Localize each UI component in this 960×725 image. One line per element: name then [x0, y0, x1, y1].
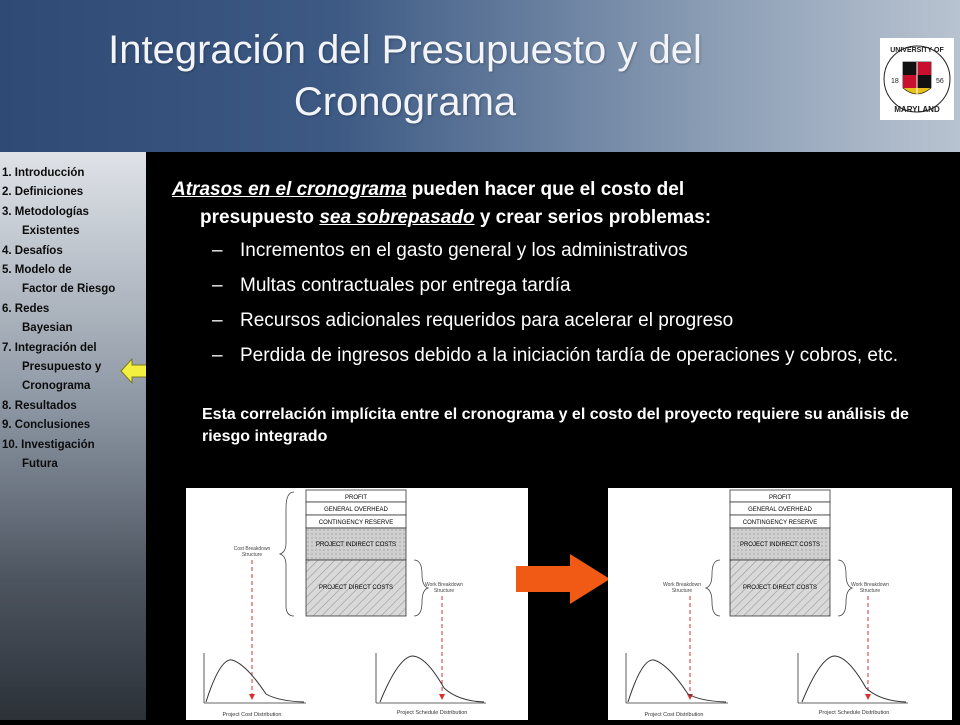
lead-paragraph — [172, 176, 872, 232]
sidebar-item[interactable]: 7. Integración del — [2, 341, 97, 354]
lead-underlined-1: Atrasos en el cronograma — [172, 179, 407, 200]
schedule-distribution-curve — [798, 653, 908, 703]
sidebar-item[interactable]: 2. Definiciones — [2, 186, 84, 199]
stack-profit: PROFIT — [769, 495, 791, 501]
nav-list — [2, 164, 142, 475]
lead-text-1: pueden hacer que el costo del — [406, 179, 685, 200]
sidebar-item[interactable]: 6. Redes — [2, 302, 50, 315]
schedule-caption: Project Schedule Distribution — [396, 710, 468, 716]
sidebar-item[interactable]: 1. Introducción — [2, 167, 85, 179]
budget-diagram-after — [608, 488, 952, 720]
lead-underlined-2: sea sobrepasado — [319, 207, 475, 228]
sidebar-item-continuation: Factor de Riesgo — [22, 283, 116, 296]
stack-contingency-reserve: CONTINGENCY RESERVE — [742, 520, 818, 526]
lead-text-2: presupuesto — [200, 207, 320, 228]
bullet-text: Perdida de ingresos debido a la iniciación tardía de operaciones y cobros, etc. — [240, 345, 899, 366]
sidebar-item[interactable]: 8. Resultados — [2, 399, 77, 412]
bullet-item — [212, 236, 952, 265]
sidebar-item[interactable]: 4. Desafíos — [2, 244, 63, 257]
sidebar-item-continuation: Bayesian — [22, 322, 73, 335]
schedule-caption: Project Schedule Distribution — [818, 710, 890, 716]
stack-general-overhead: GENERAL OVERHEAD — [748, 507, 812, 513]
bullet-list — [212, 236, 952, 376]
left-label-line2: Structure — [671, 588, 693, 594]
lead-text-3: y crear serios problemas: — [474, 207, 712, 228]
sidebar-item[interactable]: 3. Metodologías — [2, 205, 89, 218]
schedule-distribution-curve — [376, 653, 486, 703]
bullet-dash: – — [212, 345, 223, 366]
bullet-item — [212, 306, 952, 335]
bullet-item — [212, 271, 952, 300]
right-label-line1: Work Breakdown — [851, 582, 889, 588]
cost-stack — [730, 490, 830, 616]
logo-text-bottom: MARYLAND — [894, 105, 940, 114]
right-label-line1: Work Breakdown — [425, 582, 463, 588]
bullet-text: Multas contractuales por entrega tardía — [240, 275, 571, 296]
sidebar-nav — [0, 152, 146, 720]
title-line-1: Integración del Presupuesto y del — [108, 28, 702, 72]
left-label-line1: Cost Breakdown — [233, 546, 271, 552]
bullet-item — [212, 341, 952, 370]
cost-distribution-curve — [204, 653, 306, 703]
lead-line-2 — [172, 204, 872, 232]
right-label-line2: Structure — [433, 588, 455, 594]
stack-direct-costs: PROJECT DIRECT COSTS — [742, 585, 818, 591]
stack-general-overhead: GENERAL OVERHEAD — [324, 507, 388, 513]
bullet-text: Incrementos en el gasto general y los administrativos — [240, 240, 688, 261]
correlation-note: Esta correlación implícita entre el cronograma y el costo del proyecto requiere su análisis de riesgo integrado — [202, 406, 909, 445]
sidebar-item[interactable]: 9. Conclusiones — [2, 419, 91, 432]
right-label-line2: Structure — [859, 588, 881, 594]
logo-year-left: 18 — [891, 78, 899, 85]
title-line-2: Cronograma — [293, 80, 517, 124]
sidebar-item-continuation: Existentes — [22, 225, 80, 238]
bullet-text: Recursos adicionales requeridos para acelerar el progreso — [240, 310, 734, 331]
right-arrow-icon — [516, 554, 610, 604]
cost-caption: Project Cost Distribution — [644, 712, 704, 718]
university-of-maryland-logo — [880, 38, 954, 120]
sidebar-item[interactable]: 5. Modelo de — [2, 264, 72, 277]
left-label-line2: Structure — [241, 552, 263, 558]
sidebar-item-continuation: Presupuesto y — [22, 361, 102, 374]
stack-indirect-costs: PROJECT INDIRECT COSTS — [315, 542, 397, 548]
sidebar-item-continuation: Cronograma — [22, 380, 91, 393]
stack-contingency-reserve: CONTINGENCY RESERVE — [318, 520, 394, 526]
stack-direct-costs: PROJECT DIRECT COSTS — [318, 585, 394, 591]
cost-caption: Project Cost Distribution — [222, 712, 282, 718]
cost-stack — [306, 490, 406, 616]
logo-text-top: UNIVERSITY OF — [890, 47, 944, 54]
bullet-dash: – — [212, 310, 223, 331]
budget-diagram-before — [186, 488, 528, 720]
sidebar-item[interactable]: 10. Investigación — [2, 438, 95, 451]
stack-indirect-costs: PROJECT INDIRECT COSTS — [739, 542, 821, 548]
cost-distribution-curve — [626, 653, 728, 703]
sidebar-item-continuation: Futura — [22, 458, 58, 471]
logo-year-right: 56 — [936, 78, 944, 85]
slide-title — [60, 24, 750, 128]
left-label-line1: Work Breakdown — [663, 582, 701, 588]
bullet-dash: – — [212, 240, 223, 261]
slide-header — [0, 0, 960, 152]
bullet-dash: – — [212, 275, 223, 296]
stack-profit: PROFIT — [345, 495, 367, 501]
